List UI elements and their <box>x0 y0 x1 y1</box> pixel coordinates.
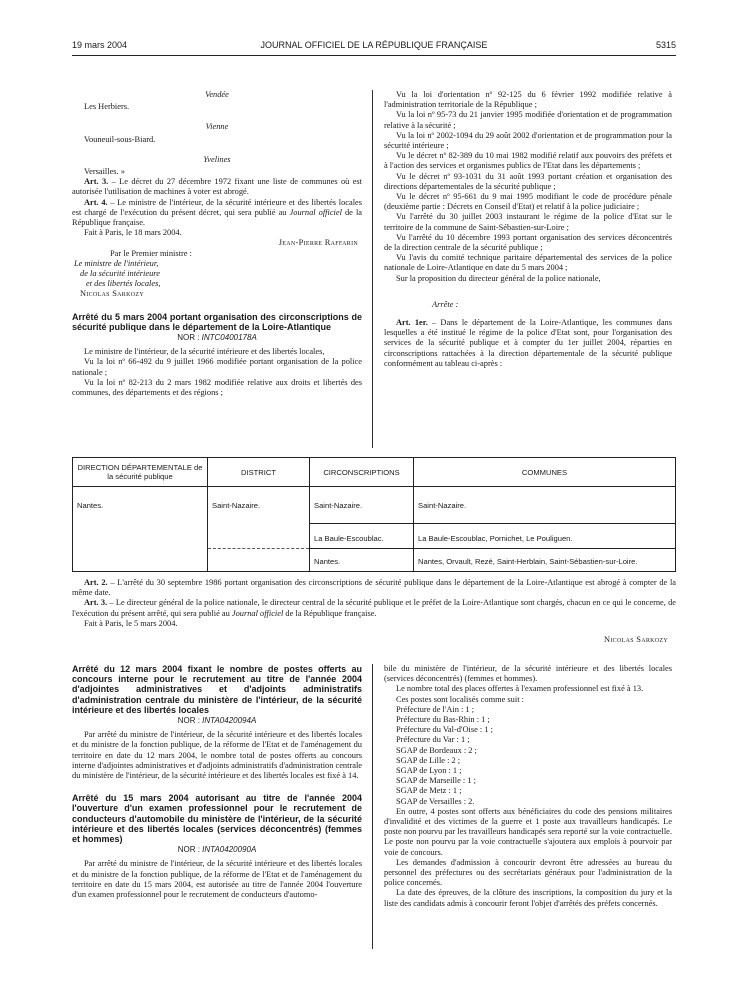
arrete-1-p3: Vu la loi nº 82-213 du 2 mars 1982 modifiée relative aux droits et libertés des communes, des départements et des régions ; <box>72 377 362 398</box>
article-3-label: Art. 3. <box>84 177 109 187</box>
column-divider-bottom <box>372 664 373 949</box>
right-column-top <box>384 90 672 369</box>
postes-intro: Ces postes sont localisés comme suit : <box>396 694 524 704</box>
article-3-text: – Le décret du 27 décembre 1972 fixant une liste de communes où est autorisée l'utilisation de machines à voter est abrogé. <box>72 177 362 197</box>
article-1-label: Art. 1er. <box>396 318 428 328</box>
visa-7: Vu l'arrêté du 30 juillet 2003 instaurant le régime de la police d'Etat sur le territoire de la commune de Saint-Sébastien-sur-Loire ; <box>384 212 672 232</box>
poste-item: Préfecture du Var : 1 ; <box>396 735 470 745</box>
dept-vienne: Vienne <box>205 122 229 132</box>
col-header-communes: COMMUNES <box>414 458 676 487</box>
arrete-2-title: Arrêté du 12 mars 2004 fixant le nombre de postes offerts au concours interne pour le recrutement au titre de l'année 2004 d'adjointes administratives et d'adjoints administratifs d'administration centrale du ministère de l'intérieur, de la sécurité intérieure et des libertés locales <box>72 664 362 715</box>
paragraph-demandes: Les demandes d'admission à concourir devront être adressées au bureau du personnel des préfectures ou des secrétariats généraux pour l'administration de la police concernés. <box>384 857 672 888</box>
nor-label: NOR : <box>177 845 203 855</box>
cell-communes: La Baule-Escoublac, Pornichet, Le Pouliguen. <box>414 524 676 549</box>
poste-item: SGAP de Lyon : 1 ; <box>396 766 462 776</box>
article-4-text-end: de la République française. <box>72 207 362 228</box>
left-column-top <box>72 90 362 398</box>
nor-code: INTC0400178A <box>201 333 257 343</box>
visa-6: Vu le décret nº 95-661 du 9 mai 1995 modifiant le code de procédure pénale (deuxième partie : Décrets en Conseil d'Etat) et relatif à la police judiciaire ; <box>384 192 672 212</box>
cell-communes: Nantes, Orvault, Rezé, Saint-Herblain, Saint-Sébastien-sur-Loire. <box>414 549 676 572</box>
articles-after-table <box>72 578 676 645</box>
poste-item: SGAP de Versailles : 2. <box>396 796 475 806</box>
poste-item: SGAP de Metz : 1 ; <box>396 786 462 796</box>
nor-label: NOR : <box>177 333 202 343</box>
column-divider-top <box>372 90 373 448</box>
cell-circ: Saint-Nazaire. <box>310 487 414 524</box>
article-2-text: – L'arrêté du 30 septembre 1986 portant organisation des circonscriptions de sécurité publique dans le département de la Loire-Atlantique est abrogé à compter de la même date. <box>72 578 677 598</box>
arrete-3-p1: Par arrêté du ministre de l'intérieur, de la sécurité intérieure et des libertés locales et du ministre de la fonction publique, de la réforme de l'Etat et de l'aménagement du territoire en date du 15 mars 2004, est autorisée au titre de l'année 2004 l'ouverture d'un examen professionnel pour le recrutement de conducteurs d'automo- <box>72 859 362 900</box>
left-column-bottom <box>72 664 362 900</box>
signature-sarkozy-2: Nicolas Sarkozy <box>604 635 668 645</box>
arrete-1-title: Arrêté du 5 mars 2004 portant organisation des circonscriptions de sécurité publique dans le département de la Loire-Atlantique <box>72 311 362 332</box>
visa-2: Vu la loi nº 95-73 du 21 janvier 1995 modifiée d'orientation et de programmation relative à la sécurité ; <box>384 110 672 130</box>
commune-versailles: Versailles. » <box>84 167 125 177</box>
arrete-3-title: Arrêté du 15 mars 2004 autorisant au titre de l'année 2004 l'ouverture d'un examen professionnel pour le recrutement de conducteurs d'automobile du ministère de l'intérieur, de la sécurité intérieure et des libertés locales (services déconcentrés) (femmes et hommes) <box>72 793 362 845</box>
arrete-1-p1: Le ministre de l'intérieur, de la sécurité intérieure et des libertés locales, <box>84 347 325 357</box>
article-4-text: – Le ministre de l'intérieur, de la sécurité intérieure et des libertés locales est chargé de l'exécution du présent décret, qui sera publié au <box>72 197 362 217</box>
commune-vouneuil: Vouneuil-sous-Biard. <box>84 134 156 144</box>
poste-item: Préfecture du Val-d'Oise : 1 ; <box>396 725 493 735</box>
ministre-line-3: et des libertés locales, <box>86 279 161 289</box>
col-header-direction: DIRECTION DÉPARTEMENTALE de la sécurité publique <box>73 458 208 487</box>
ministre-line-2: de la sécurité intérieure <box>80 269 160 279</box>
page-header <box>72 40 676 52</box>
visa-8: Vu l'arrêté du 10 décembre 1993 portant organisation des services déconcentrés de la direction centrale de la sécurité publique ; <box>384 232 672 253</box>
table-header-row <box>73 458 676 487</box>
article-3 <box>72 177 362 197</box>
postes-list <box>384 705 672 807</box>
article-1 <box>384 318 672 369</box>
article-3b-text-end: de la République française. <box>283 608 377 618</box>
arrete-1-nor <box>72 333 362 343</box>
nor-code: INTA0420090A <box>202 845 257 855</box>
right-column-bottom <box>384 664 672 909</box>
cell-direction: Nantes. <box>73 487 208 572</box>
arrete-heading: Arrête : <box>432 299 459 309</box>
poste-item: SGAP de Marseille : 1 ; <box>396 776 476 786</box>
paragraph-en-outre: En outre, 4 postes sont offerts aux bénéficiaires du code des pensions militaires d'invalidité et des victimes de la guerre et 1 poste aux travailleurs handicapés. Le poste non pourvu par les travailleurs handicapés sera reporté sur la voie contractuelle. Le poste non pourvu par la voie contractuelle s'ajoutera aux emplois à pourvoir par voie de concours. <box>384 806 672 857</box>
visa-1: Vu la loi d'orientation nº 92-125 du 6 février 1992 modifiée relative à l'administration territoriale de la République ; <box>384 90 672 110</box>
arrete-3-nor <box>72 845 362 855</box>
visa-4: Vu le décret nº 82-389 du 10 mai 1982 modifié relatif aux pouvoirs des préfets et à l'action des services et organismes publics de l'Etat dans les départements ; <box>384 151 672 171</box>
nor-label: NOR : <box>177 716 203 726</box>
article-3b-text: – Le directeur général de la police nationale, le directeur central de la sécurité publique et le préfet de la Loire-Atlantique sont chargés, chacun en ce qui le concerne, de l'exécution du présent arrêté, qui sera publié au <box>72 598 676 618</box>
arrete-2-nor <box>72 716 362 726</box>
journal-title: JOURNAL OFFICIEL DE LA RÉPUBLIQUE FRANÇAISE <box>260 40 488 50</box>
signature-raffarin: Jean-Pierre Raffarin <box>278 238 358 248</box>
header-date: 19 mars 2004 <box>72 40 128 50</box>
visa-9: Vu l'avis du comité technique paritaire départemental des services de la police nationale de Loire-Atlantique en date du 5 mars 2004 ; <box>384 253 672 273</box>
arrete-2-p1: Par arrêté du ministre de l'intérieur, de la sécurité intérieure et des libertés locales et du ministre de la fonction publique, de la réforme de l'Etat et de l'aménagement du territoire en date du 12 mars 2004, le nombre total de postes offerts au concours interne d'adjointes administratives et d'adjoints administratifs d'administration centrale du ministère de l'intérieur, de la sécurité intérieure et des libertés locales est fixé à 14. <box>72 730 362 781</box>
nor-code: INTA0420094A <box>202 716 257 726</box>
table-row <box>73 487 676 524</box>
dept-yvelines: Yvelines <box>203 154 231 164</box>
visa-3: Vu la loi nº 2002-1094 du 29 août 2002 d'orientation et de programmation pour la sécurité intérieure ; <box>384 130 672 151</box>
arrete-3-continuation: bile du ministère de l'intérieur, de la sécurité intérieure et des libertés locales (services déconcentrés) (femmes et hommes). <box>384 664 672 684</box>
poste-item: Préfecture du Bas-Rhin : 1 ; <box>396 715 490 725</box>
article-4-label: Art. 4. <box>84 197 108 207</box>
commune-herbiers: Les Herbiers. <box>84 102 130 112</box>
par-le-premier-ministre: Par le Premier ministre : <box>110 248 192 258</box>
fait-a-paris-2: Fait à Paris, le 5 mars 2004. <box>84 618 178 628</box>
nombre-total: Le nombre total des places offertes à l'examen professionnel est fixé à 13. <box>396 684 644 694</box>
journal-officiel-ref: Journal officiel <box>289 207 342 217</box>
article-3b <box>72 598 676 618</box>
circonscriptions-table <box>72 457 676 572</box>
article-3b-label: Art. 3. <box>84 598 108 608</box>
visa-5: Vu le décret nº 93-1031 du 31 août 1993 portant création et organisation des directions départementales de la sécurité publique ; <box>384 171 672 191</box>
col-header-district: DISTRICT <box>208 458 310 487</box>
dept-vendee: Vendée <box>205 90 229 99</box>
poste-item: SGAP de Lille : 2 ; <box>396 755 461 765</box>
ministre-line-1: Le ministre de l'intérieur, <box>74 258 159 268</box>
fait-a-paris: Fait à Paris, le 18 mars 2004. <box>84 228 182 238</box>
poste-item: SGAP de Bordeaux : 2 ; <box>396 745 477 755</box>
cell-district: Saint-Nazaire. <box>208 487 310 549</box>
visa-10: Sur la proposition du directeur général de la police nationale, <box>396 273 601 283</box>
header-rule <box>72 55 676 56</box>
cell-circ: Nantes. <box>310 549 414 572</box>
article-2-label: Art. 2. <box>84 578 108 587</box>
article-2 <box>72 578 676 598</box>
col-header-circonscriptions: CIRCONSCRIPTIONS <box>310 458 414 487</box>
cell-circ: La Baule-Escoublac. <box>310 524 414 549</box>
arrete-1-p2: Vu la loi nº 66-492 du 9 juillet 1966 modifiée portant organisation de la police nationale ; <box>72 357 362 377</box>
poste-item: Préfecture de l'Ain : 1 ; <box>396 704 475 714</box>
journal-officiel-ref: Journal officiel <box>231 608 284 618</box>
article-4 <box>72 198 362 229</box>
cell-communes: Saint-Nazaire. <box>414 487 676 524</box>
article-1-text: – Dans le département de la Loire-Atlantique, les communes dans lesquelles a été institué le régime de la police d'Etat sont, pour l'organisation des services de la sécurité publique et à compter du 1er juillet 2004, réparties en circonscriptions rattachées à la direction départementale de la sécurité publique conformément au tableau ci-après : <box>384 318 673 368</box>
page-number: 5315 <box>655 40 676 50</box>
paragraph-date: La date des épreuves, de la clôture des inscriptions, la composition du jury et la liste des candidats admis à concourir feront l'objet d'arrêtés des préfets concernés. <box>384 888 672 908</box>
signature-sarkozy: Nicolas Sarkozy <box>80 289 144 299</box>
